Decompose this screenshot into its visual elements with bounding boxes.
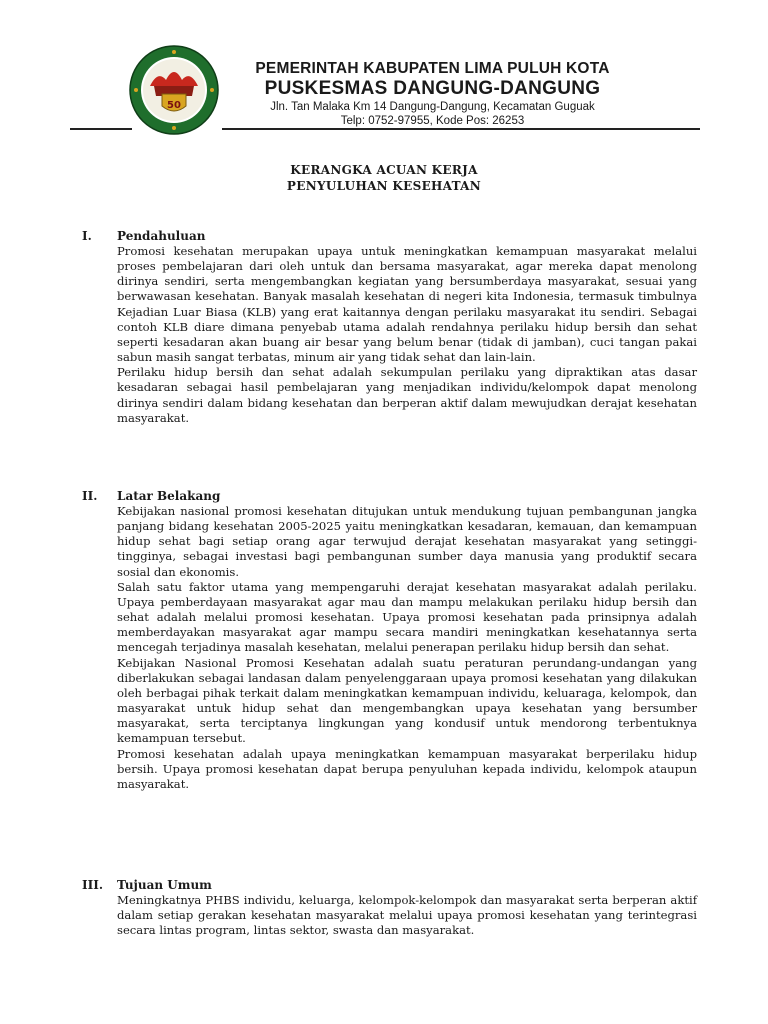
letterhead-rule-right	[222, 128, 700, 130]
paragraph: Kebijakan Nasional Promosi Kesehatan adalah suatu peraturan perundang-undangan yang diberlakukan sebagai landasan dalam penyelenggaraan upaya promosi kesehatan yang dilakukan oleh berbagai pihak terkait dalam meningkatkan kemampuan individu, keluaraga, kelompok, dan masyarakat untuk hidup sehat dan mengembangkan upaya kesehatan yang bersumber masyarakat, serta terciptanya lingkungan yang kondusif untuk mendorong terbentuknya kemampuan tersebut.	[117, 655, 697, 746]
title-line-1: KERANGKA ACUAN KERJA	[290, 163, 478, 177]
paragraph: Meningkatnya PHBS individu, keluarga, kelompok-kelompok dan masyarakat serta berperan aktif dalam setiap gerakan kesehatan masyarakat melalui upaya promosi kesehatan yang terintegrasi secara lintas program, lintas sektor, swasta dan masyarakat.	[117, 893, 697, 938]
contact-info: Telp: 0752-97955, Kode Pos: 26253	[340, 115, 525, 127]
paragraph: Salah satu faktor utama yang mempengaruhi derajat kesehatan masyarakat adalah perilaku. Upaya pemberdayaan masyarakat agar mau dan mampu melakukan perilaku hidup bersih dan sehat adalah melalui promosi kesehatan. Upaya promosi kesehatan pada prinsipnya adalah memberdayakan masyarakat agar mampu secara mandiri meningkatkan kesehatannya serta mencegah terjadinya masalah kesehatan, melalui penerapan perilaku hidup bersih dan sehat.	[117, 579, 697, 655]
section-number: III.	[82, 878, 104, 892]
title-line-2: PENYULUHAN KESEHATAN	[286, 179, 482, 193]
section-heading: Latar Belakang	[117, 489, 221, 503]
institution-name: PUSKESMAS DANGUNG-DANGUNG	[264, 78, 601, 99]
government-name: PEMERINTAH KABUPATEN LIMA PULUH KOTA	[255, 60, 610, 77]
document-title	[0, 162, 768, 194]
paragraph: Kebijakan nasional promosi kesehatan ditujukan untuk mendukung tujuan pembangunan jangka panjang bidang kesehatan 2005-2025 yaitu meningkatkan kesadaran, kemauan, dan kemampuan hidup sehat bagi setiap orang agar terwujud derajat kesehatan masyarakat yang setinggi-tingginya, sebagai investasi bagi pembangunan sumber daya manusia yang produktif secara sosial dan ekonomis.	[117, 504, 697, 579]
letterhead	[225, 60, 640, 128]
address: Jln. Tan Malaka Km 14 Dangung-Dangung, Kecamatan Guguak	[270, 101, 595, 113]
paragraph: Promosi kesehatan merupakan upaya untuk meningkatkan kemampuan masyarakat melalui proses pembelajaran dari oleh untuk dan bersama masyarakat, agar mereka dapat menolong dirinya sendiri, serta mengembangkan kegiatan yang bersumberdaya masyarakat, sesuai yang berwawasan kesehatan. Banyak masalah kesehatan di negeri kita Indonesia, termasuk timbulnya Kejadian Luar Biasa (KLB) yang erat kaitannya dengan perilaku masyarakat itu sendiri. Sebagai contoh KLB diare dimana penyebab utama adalah rendahnya perilaku hidup bersih dan sehat seperti kesadaran akan buang air besar yang belum benar (tidak di jamban), cuci tangan pakai sabun masih sangat terbatas, minum air yang tidak sehat dan lain-lain.	[117, 244, 697, 365]
section-number: I.	[82, 229, 92, 243]
letterhead-rule-left	[70, 128, 132, 130]
section-number: II.	[82, 489, 98, 503]
logo-number: 50	[167, 100, 181, 111]
section-heading: Tujuan Umum	[117, 878, 212, 892]
regency-logo	[128, 44, 220, 136]
paragraph: Perilaku hidup bersih dan sehat adalah sekumpulan perilaku yang dipraktikan atas dasar kesadaran sebagai hasil pembelajaran yang menjadikan individu/kelompok dapat menolong dirinya sendiri dalam bidang kesehatan dan berperan aktif dalam mewujudkan derajat kesehatan masyarakat.	[117, 365, 697, 425]
paragraph: Promosi kesehatan adalah upaya meningkatkan kemampuan masyarakat berperilaku hidup bersih. Upaya promosi kesehatan dapat berupa penyuluhan kepada individu, kelompok ataupun masyarakat.	[117, 746, 697, 791]
section-heading: Pendahuluan	[117, 229, 206, 243]
